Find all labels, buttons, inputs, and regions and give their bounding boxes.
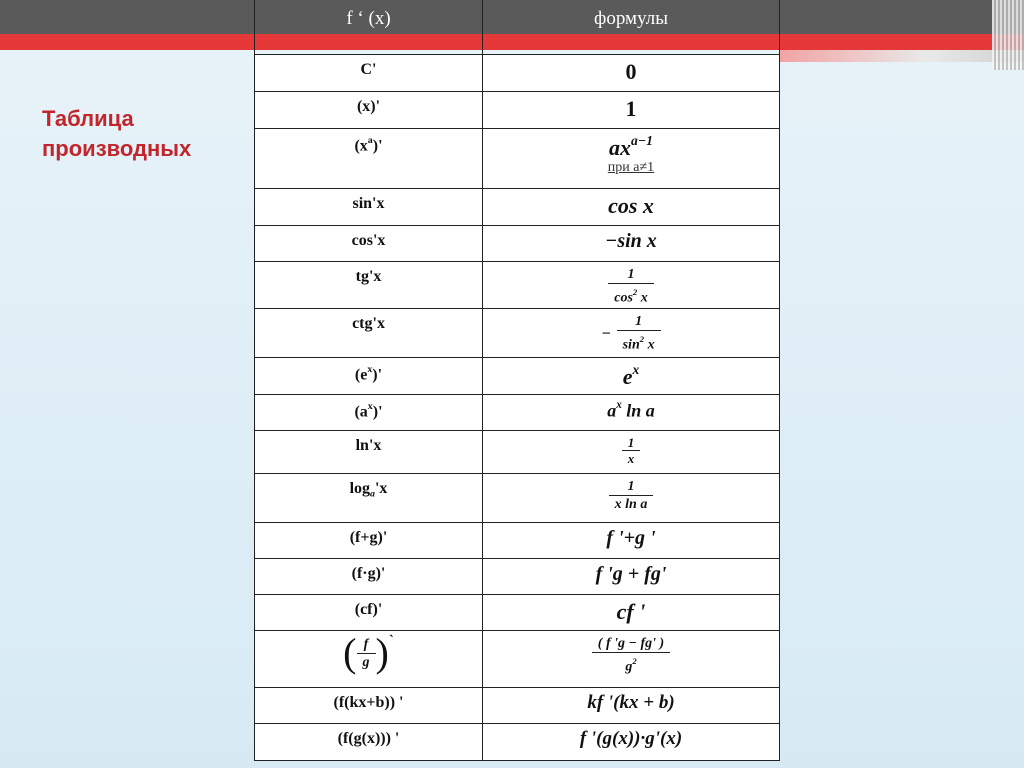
fn-denominator: g: [357, 653, 376, 671]
den-base: g: [625, 659, 633, 675]
den-tail: x: [644, 337, 655, 353]
formula-base: a: [607, 400, 617, 421]
paren-right: ): [375, 630, 389, 675]
cell-function: (cf)': [255, 595, 483, 631]
cell-formula: [483, 395, 780, 431]
den-tail: x: [637, 290, 648, 306]
table-row: [255, 92, 780, 129]
cell-function: (x)': [255, 92, 483, 129]
table-row: [255, 395, 780, 431]
fraction-numerator: 1: [635, 314, 643, 329]
fraction-denominator: [608, 283, 654, 307]
header-band-fade: [780, 50, 1024, 62]
cell-formula: [483, 358, 780, 395]
table-row: [255, 631, 780, 688]
formula-fraction: [622, 435, 641, 466]
table-header-row: [255, 0, 780, 55]
fn-tail: )': [372, 137, 383, 155]
table-row: [255, 129, 780, 189]
fn-numerator: f: [363, 636, 369, 652]
cell-function: [255, 358, 483, 395]
cell-formula: [483, 129, 780, 189]
table-row: [255, 262, 780, 309]
cell-function: cos'x: [255, 226, 483, 262]
cell-function: (f·g)': [255, 559, 483, 595]
table-row: [255, 358, 780, 395]
formula-fraction: [608, 266, 654, 307]
fn-base: (e: [354, 366, 368, 384]
formula-fraction: [609, 478, 654, 513]
formula-base: ax: [609, 135, 632, 161]
cell-formula: −sin x: [483, 226, 780, 262]
formula-base: e: [622, 364, 633, 390]
table-row: [255, 523, 780, 559]
cell-function: ln'x: [255, 431, 483, 474]
cell-function: [255, 129, 483, 189]
fn-sup: x: [367, 364, 373, 375]
fn-base: (a: [354, 403, 368, 421]
fraction-numerator: ( f 'g − fg' ): [597, 636, 665, 651]
cell-function: [255, 631, 483, 688]
table-row: [255, 559, 780, 595]
cell-function: [255, 395, 483, 431]
den-base: sin: [622, 337, 640, 353]
fraction-denominator: x ln a: [609, 495, 654, 513]
table-row: [255, 55, 780, 92]
cell-formula: 0: [483, 55, 780, 92]
fn-sub: a: [370, 488, 375, 500]
cell-function: [255, 474, 483, 523]
table-row: [255, 474, 780, 523]
fn-paren-fraction: [343, 630, 394, 675]
formula-fraction: [592, 635, 670, 676]
fn-sup: x: [367, 401, 373, 412]
header-formula: формулы: [483, 0, 780, 55]
formula-note: при a≠1: [607, 160, 655, 176]
fn-prime: `: [388, 633, 394, 649]
derivatives-table: [254, 0, 780, 761]
fn-base: log: [349, 480, 371, 497]
paren-left: (: [343, 630, 357, 675]
den-sup: 2: [632, 287, 638, 297]
cell-formula: cf ': [483, 595, 780, 631]
cell-formula: kf '(kx + b): [483, 688, 780, 724]
table-row: [255, 189, 780, 226]
slide-title-line2: производных: [42, 136, 192, 161]
cell-formula: f 'g + fg': [483, 559, 780, 595]
formula-sup: a−1: [631, 133, 653, 148]
den-base: cos: [614, 290, 633, 306]
cell-formula: [483, 631, 780, 688]
formula-sup: x: [616, 399, 622, 411]
cell-formula: [483, 431, 780, 474]
fn-tail: )': [372, 366, 383, 384]
fn-tail: )': [372, 403, 383, 421]
formula-sign: −: [601, 325, 612, 343]
fn-base: (x: [354, 137, 368, 155]
den-sup: 2: [639, 334, 645, 344]
fraction-denominator: [592, 652, 670, 676]
cell-function: ctg'x: [255, 309, 483, 358]
formula-fraction: [617, 313, 661, 354]
cell-formula: cos x: [483, 189, 780, 226]
cell-formula: [483, 262, 780, 309]
cell-function: (f(g(x))) ': [255, 724, 483, 761]
cell-function: (f+g)': [255, 523, 483, 559]
fraction-denominator: [617, 330, 661, 354]
header-function: f ‘ (x): [255, 0, 483, 55]
cell-formula: f '(g(x))·g'(x): [483, 724, 780, 761]
slide-title-line1: Таблица: [42, 106, 134, 131]
cell-formula: [483, 474, 780, 523]
fraction-denominator: x: [622, 450, 641, 466]
table-row: [255, 724, 780, 761]
fraction-numerator: 1: [627, 267, 635, 282]
header-band-stripes: [992, 0, 1024, 70]
table-row: [255, 688, 780, 724]
fn-fraction: [357, 636, 376, 671]
slide-title: [42, 104, 242, 164]
cell-formula: f '+g ': [483, 523, 780, 559]
cell-function: C': [255, 55, 483, 92]
table-row: [255, 309, 780, 358]
table-row: [255, 431, 780, 474]
cell-function: tg'x: [255, 262, 483, 309]
formula-sup: x: [632, 362, 640, 377]
den-sup: 2: [632, 656, 637, 666]
fraction-numerator: 1: [627, 479, 635, 494]
cell-function: sin'x: [255, 189, 483, 226]
fn-sup: a: [367, 135, 373, 146]
table-row: [255, 595, 780, 631]
cell-formula: 1: [483, 92, 780, 129]
fraction-numerator: 1: [627, 435, 635, 450]
table-row: [255, 226, 780, 262]
formula-tail: ln a: [621, 400, 655, 421]
fn-tail: 'x: [374, 480, 388, 497]
cell-formula: [483, 309, 780, 358]
cell-function: (f(kx+b)) ': [255, 688, 483, 724]
